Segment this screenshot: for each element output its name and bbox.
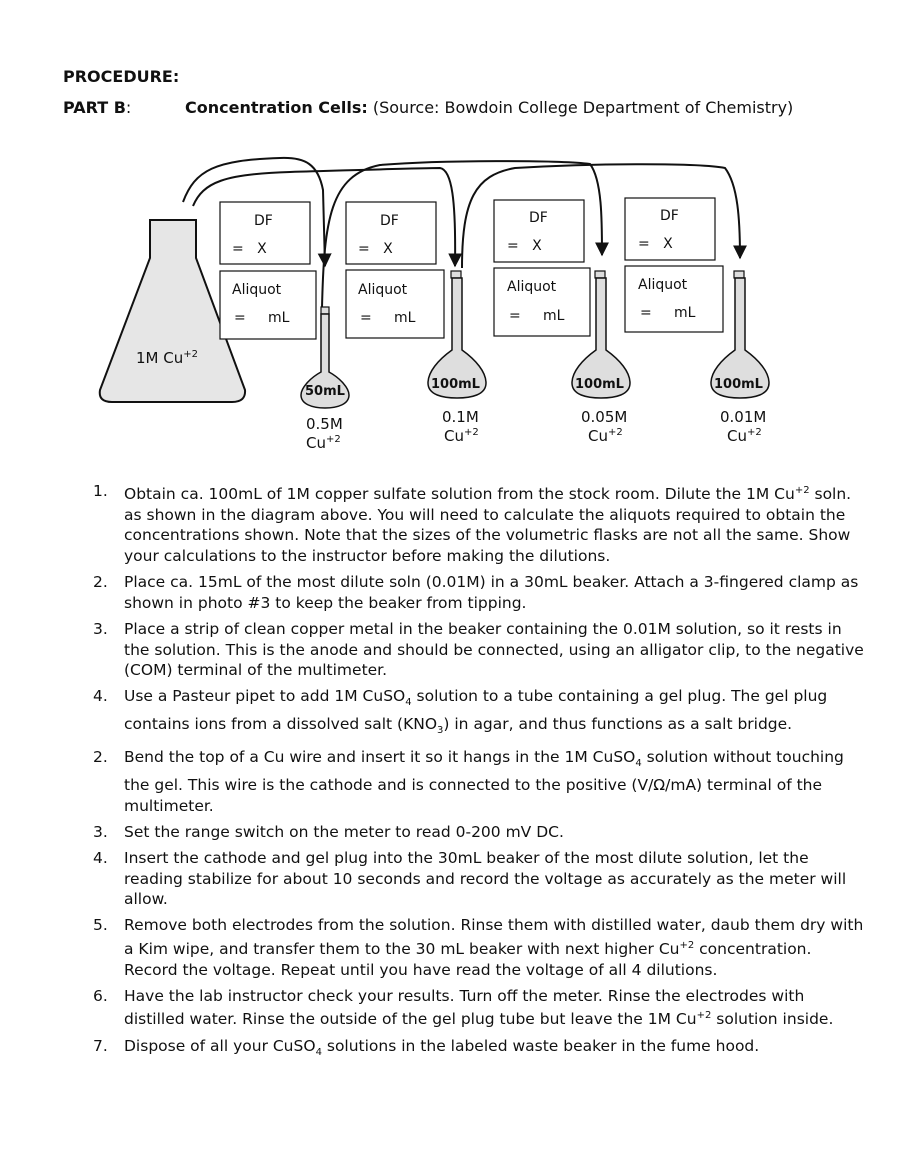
step-item: 1. Obtain ca. 100mL of 1M copper sulfate solution from the stock room. Dilute the 1M $Cu^{+2}$ soln. as shown in the diagram above. You will need to calculate the aliquots required to obtain the concentrations shown. Note that the sizes of the volumetric flasks are not all the same. Show your calculations to the instructor before making the dilutions. <box>93 482 852 565</box>
part-source: (Source: Bowdoin College Department of Chemistry) <box>372 98 794 117</box>
dilution-box-2 <box>346 202 444 338</box>
aliquot-equals: = mL <box>640 305 696 321</box>
df-equals: = X <box>638 236 673 252</box>
df-label: DF <box>254 213 273 229</box>
step-item: 7. Dispose of all your CuSO$_4$ solutions in the labeled waste beaker in the fume hood. <box>93 1036 760 1058</box>
flask-ion: $Cu^{+2}$ <box>306 434 341 452</box>
flask-conc: 0.1M <box>442 408 479 426</box>
flask-ion: $Cu^{+2}$ <box>727 427 762 445</box>
part-label: PART B <box>63 98 126 117</box>
procedure-steps <box>88 481 868 1069</box>
step-item: 2. Place ca. 15mL of the most dilute soln (0.01M) in a 30mL beaker. Attach a 3-fingered clamp as shown in photo #3 to keep the beaker from tipping. <box>93 573 859 612</box>
flask-conc: 0.5M <box>306 415 343 433</box>
part-title: Concentration Cells: <box>185 98 368 117</box>
aliquot-label: Aliquot <box>358 282 408 298</box>
step-item: 4. Use a Pasteur pipet to add 1M CuSO$_4$ solution to a tube containing a gel plug. The gel plug contains ions from a dissolved salt $(KNO_3)$ in agar, and thus functions as a salt bridge. <box>93 687 828 737</box>
step-number: 2. <box>93 748 108 767</box>
df-label: DF <box>660 208 679 224</box>
step-number: 2. <box>93 573 108 592</box>
flask-conc: 0.01M <box>720 408 767 426</box>
step-number: 4. <box>93 848 108 867</box>
stock-flask-label: 1M $Cu^{+2}$ <box>136 349 198 367</box>
dilution-box-4 <box>625 198 723 332</box>
flask-volume: 100mL <box>431 377 480 392</box>
part-title-line <box>185 98 793 117</box>
df-equals: = X <box>358 241 393 257</box>
step-item: 6. Have the lab instructor check your results. Turn off the meter. Rinse the electrodes with distilled water. Rinse the outside of the gel plug tube but leave the 1M $Cu^{+2}$ solution inside. <box>93 986 834 1029</box>
flask-volume: 100mL <box>575 377 624 392</box>
part-colon: : <box>125 98 132 117</box>
step-item: 2. Bend the top of a Cu wire and insert it so it hangs in the 1M CuSO$_4$ solution without touching the gel. This wire is the cathode and is connected to the positive (V/Ω/mA) terminal of the multimeter. <box>93 748 844 815</box>
aliquot-equals: = mL <box>360 310 416 326</box>
step-number: 7. <box>93 1036 108 1055</box>
flask-volume: 100mL <box>714 377 763 392</box>
step-item: 3. Place a strip of clean copper metal in the beaker containing the 0.01M solution, so it rests in the solution. This is the anode and should be connected, using an alligator clip, to the negative (COM) terminal of the multimeter. <box>93 619 864 680</box>
dilution-diagram <box>0 140 916 460</box>
dilution-box-3 <box>494 200 590 336</box>
df-label: DF <box>380 213 399 229</box>
step-number: 4. <box>93 687 108 706</box>
flask-conc: 0.05M <box>581 408 628 426</box>
step-item: 4. Insert the cathode and gel plug into the 30mL beaker of the most dilute solution, let the reading stabilize for about 10 seconds and record the voltage as accurately as the meter will allow. <box>93 848 847 909</box>
step-number: 3. <box>93 822 108 841</box>
aliquot-equals: = mL <box>509 308 565 324</box>
step-number: 3. <box>93 619 108 638</box>
part-b-header <box>63 98 794 117</box>
flask-ion: $Cu^{+2}$ <box>444 427 479 445</box>
step-number: 1. <box>93 482 108 500</box>
step-number: 5. <box>93 916 108 935</box>
df-label: DF <box>529 210 548 226</box>
aliquot-label: Aliquot <box>507 279 557 295</box>
dilution-box-1 <box>220 202 316 339</box>
aliquot-label: Aliquot <box>638 277 688 293</box>
step-item: 3. Set the range switch on the meter to read 0-200 mV DC. <box>93 822 564 841</box>
step-item: 5. Remove both electrodes from the solution. Rinse them with distilled water, daub them dry with a Kim wipe, and transfer them to the 30 mL beaker with next higher $Cu^{+2}$ concentration. Record the voltage. Repeat until you have read the voltage of all 4 dilutions. <box>93 916 864 979</box>
procedure-heading: PROCEDURE: <box>63 67 180 86</box>
aliquot-label: Aliquot <box>232 282 282 298</box>
step-number: 6. <box>93 986 108 1005</box>
df-equals: = X <box>507 238 542 254</box>
df-equals: = X <box>232 241 267 257</box>
flask-ion: $Cu^{+2}$ <box>588 427 623 445</box>
aliquot-equals: = mL <box>234 310 290 326</box>
flask-volume: 50mL <box>305 384 345 399</box>
